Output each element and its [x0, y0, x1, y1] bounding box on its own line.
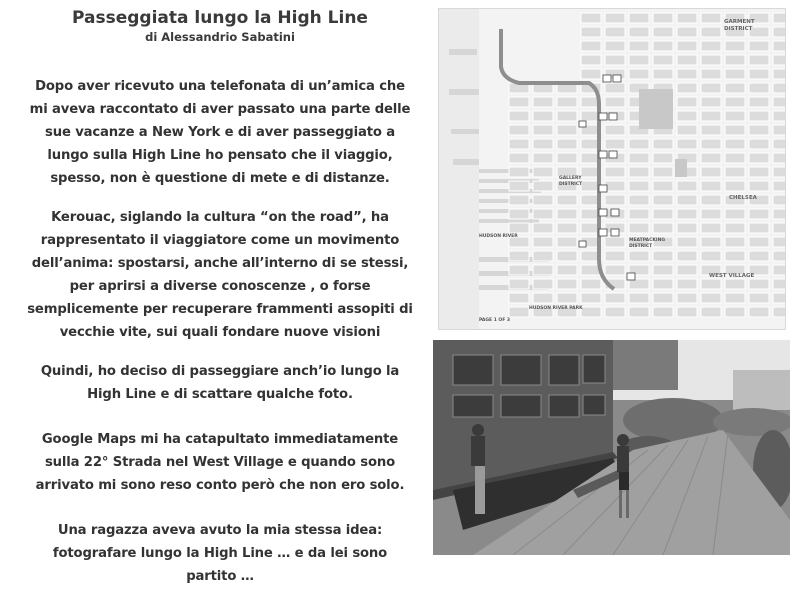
city-block: [653, 265, 673, 275]
city-block: [677, 181, 697, 191]
city-block: [533, 265, 553, 275]
city-block: [677, 237, 697, 247]
map-drawing: [439, 9, 785, 329]
city-block: [725, 209, 745, 219]
city-block: [677, 209, 697, 219]
city-block: [725, 55, 745, 65]
city-block: [749, 97, 769, 107]
city-block: [701, 307, 721, 317]
city-block: [629, 279, 649, 289]
city-block: [533, 293, 553, 303]
city-block: [629, 153, 649, 163]
city-block: [557, 237, 577, 247]
city-block: [701, 41, 721, 51]
city-block: [677, 265, 697, 275]
paragraph-1: Dopo aver ricevuto una telefonata di un’amica che mi aveva raccontato di aver passato una parte delle sue vacanze a New York e di aver passeggiato a lungo sulla High Line ho pensato che il viaggio, spesso, non è questione di mete e di distanze.: [29, 79, 411, 186]
city-block: [629, 307, 649, 317]
city-block: [509, 293, 529, 303]
label-garment-district: GARMENT DISTRICT: [724, 19, 755, 32]
city-block: [653, 41, 673, 51]
city-block: [653, 167, 673, 177]
city-block: [557, 97, 577, 107]
hudson-river-water: [439, 9, 479, 329]
city-block: [605, 97, 625, 107]
paragraph-2: Kerouac, siglando la cultura “on the road”, ha rappresentato il viaggiatore come un movimento dell’anima: spostarsi, anche all’interno di se stessi, per aprirsi a diverse conoscenze , o forse semplicemente per recuperare frammenti assopiti di vecchie vite, sui quali fondare nuove visioni: [27, 210, 413, 340]
city-block: [653, 181, 673, 191]
city-block: [749, 125, 769, 135]
city-block: [533, 97, 553, 107]
city-block: [677, 111, 697, 121]
city-block: [605, 251, 625, 261]
city-block: [509, 125, 529, 135]
city-block: [653, 27, 673, 37]
city-block: [701, 293, 721, 303]
city-block: [701, 13, 721, 23]
city-block: [533, 223, 553, 233]
city-block: [533, 209, 553, 219]
city-block: [677, 139, 697, 149]
city-block: [653, 293, 673, 303]
city-block: [701, 251, 721, 261]
city-block: [677, 307, 697, 317]
city-block: [725, 153, 745, 163]
city-block: [773, 223, 785, 233]
city-block: [749, 139, 769, 149]
city-block: [773, 265, 785, 275]
city-block: [653, 251, 673, 261]
city-block: [653, 307, 673, 317]
city-block: [701, 55, 721, 65]
city-block: [581, 27, 601, 37]
city-block: [605, 181, 625, 191]
city-block: [773, 139, 785, 149]
city-block: [725, 69, 745, 79]
city-block: [605, 13, 625, 23]
city-block: [773, 83, 785, 93]
city-block: [701, 237, 721, 247]
city-block: [581, 279, 601, 289]
city-block: [773, 41, 785, 51]
label-meatpacking: MEATPACKING DISTRICT: [629, 238, 666, 249]
city-block: [725, 111, 745, 121]
city-block: [749, 55, 769, 65]
high-line-photo: [433, 340, 790, 555]
city-block: [773, 251, 785, 261]
city-block: [773, 125, 785, 135]
city-block: [629, 293, 649, 303]
city-block: [533, 181, 553, 191]
city-block: [509, 307, 529, 317]
city-block: [773, 237, 785, 247]
city-block: [653, 55, 673, 65]
city-block: [605, 195, 625, 205]
city-block: [605, 139, 625, 149]
city-block: [725, 293, 745, 303]
city-block: [581, 69, 601, 79]
city-block: [677, 97, 697, 107]
city-block: [509, 97, 529, 107]
city-block: [629, 55, 649, 65]
paragraph-3: Quindi, ho deciso di passeggiare anch’io lungo la High Line e di scattare qualche foto.: [40, 364, 400, 402]
city-block: [581, 293, 601, 303]
city-block: [701, 111, 721, 121]
city-block: [509, 139, 529, 149]
city-block: [629, 69, 649, 79]
city-block: [629, 139, 649, 149]
city-block: [773, 27, 785, 37]
city-block: [509, 279, 529, 289]
city-block: [557, 111, 577, 121]
city-block: [653, 279, 673, 289]
city-block: [773, 195, 785, 205]
city-block: [677, 251, 697, 261]
city-block: [605, 125, 625, 135]
city-block: [701, 69, 721, 79]
city-block: [677, 55, 697, 65]
city-block: [677, 27, 697, 37]
city-block: [629, 223, 649, 233]
city-block: [701, 209, 721, 219]
city-block: [725, 167, 745, 177]
city-block: [749, 111, 769, 121]
city-block: [773, 13, 785, 23]
city-block: [533, 153, 553, 163]
city-block: [605, 27, 625, 37]
map-page-number: PAGE 1 OF 3: [479, 318, 510, 323]
city-block: [653, 153, 673, 163]
city-block: [557, 209, 577, 219]
city-block: [725, 181, 745, 191]
city-block: [773, 279, 785, 289]
city-block: [509, 111, 529, 121]
city-block: [605, 307, 625, 317]
city-block: [725, 97, 745, 107]
city-block: [605, 167, 625, 177]
city-block: [509, 167, 529, 177]
city-blocks: [509, 13, 785, 317]
city-block: [557, 279, 577, 289]
city-block: [653, 139, 673, 149]
city-block: [533, 111, 553, 121]
article-author: di Alessandrio Sabatini: [145, 30, 295, 44]
city-block: [701, 167, 721, 177]
city-block: [557, 139, 577, 149]
city-block: [653, 209, 673, 219]
city-block: [725, 139, 745, 149]
city-block: [749, 181, 769, 191]
label-gallery-district: GALLERY DISTRICT: [559, 176, 583, 187]
city-block: [773, 111, 785, 121]
city-block: [725, 125, 745, 135]
city-block: [533, 139, 553, 149]
city-block: [749, 279, 769, 289]
city-block: [533, 279, 553, 289]
city-block: [581, 41, 601, 51]
label-hudson-river: HUDSON RIVER: [479, 234, 518, 239]
city-block: [701, 195, 721, 205]
city-block: [701, 153, 721, 163]
high-line-map: [438, 8, 786, 330]
city-block: [773, 167, 785, 177]
city-block: [677, 125, 697, 135]
city-block: [773, 69, 785, 79]
city-block: [749, 223, 769, 233]
city-block: [629, 209, 649, 219]
city-block: [557, 251, 577, 261]
city-block: [533, 167, 553, 177]
city-block: [773, 153, 785, 163]
paragraph-4: Google Maps mi ha catapultato immediatamente sulla 22° Strada nel West Village e quando sono arrivato mi sono reso conto però che non ero solo.: [35, 432, 405, 493]
park-area-2: [675, 159, 687, 177]
city-block: [677, 195, 697, 205]
city-block: [701, 223, 721, 233]
city-block: [749, 83, 769, 93]
city-block: [725, 307, 745, 317]
city-block: [701, 279, 721, 289]
city-block: [509, 223, 529, 233]
city-block: [629, 195, 649, 205]
label-hudson-river-park: HUDSON RIVER PARK: [529, 306, 583, 311]
city-block: [749, 251, 769, 261]
city-block: [605, 55, 625, 65]
city-block: [629, 13, 649, 23]
city-block: [677, 293, 697, 303]
city-block: [533, 195, 553, 205]
city-block: [749, 209, 769, 219]
city-block: [749, 293, 769, 303]
city-block: [677, 13, 697, 23]
city-block: [677, 223, 697, 233]
city-block: [701, 139, 721, 149]
city-block: [605, 83, 625, 93]
city-block: [749, 237, 769, 247]
city-block: [509, 265, 529, 275]
city-block: [749, 41, 769, 51]
city-block: [701, 83, 721, 93]
photo-drawing: [433, 340, 790, 555]
city-block: [701, 181, 721, 191]
city-block: [629, 181, 649, 191]
city-block: [557, 125, 577, 135]
city-block: [749, 307, 769, 317]
city-block: [725, 237, 745, 247]
city-block: [773, 55, 785, 65]
city-block: [725, 223, 745, 233]
city-block: [677, 69, 697, 79]
city-block: [509, 251, 529, 261]
city-block: [581, 13, 601, 23]
park-area: [639, 89, 673, 129]
city-block: [629, 27, 649, 37]
city-block: [725, 83, 745, 93]
city-block: [629, 167, 649, 177]
label-chelsea: CHELSEA: [729, 195, 757, 201]
city-block: [773, 209, 785, 219]
city-block: [701, 97, 721, 107]
city-block: [677, 279, 697, 289]
city-block: [557, 195, 577, 205]
city-block: [653, 195, 673, 205]
city-block: [581, 307, 601, 317]
city-block: [533, 237, 553, 247]
city-block: [677, 41, 697, 51]
city-block: [773, 181, 785, 191]
city-block: [629, 41, 649, 51]
city-block: [605, 293, 625, 303]
city-block: [773, 307, 785, 317]
city-block: [725, 41, 745, 51]
city-block: [533, 251, 553, 261]
city-block: [509, 195, 529, 205]
city-block: [629, 251, 649, 261]
city-block: [677, 83, 697, 93]
city-block: [557, 293, 577, 303]
city-block: [509, 209, 529, 219]
city-block: [533, 125, 553, 135]
city-block: [509, 181, 529, 191]
city-block: [749, 69, 769, 79]
city-block: [605, 41, 625, 51]
city-block: [725, 251, 745, 261]
city-block: [749, 153, 769, 163]
city-block: [605, 265, 625, 275]
city-block: [725, 279, 745, 289]
city-block: [653, 13, 673, 23]
city-block: [557, 223, 577, 233]
city-block: [557, 153, 577, 163]
city-block: [773, 97, 785, 107]
article-title: Passeggiata lungo la High Line: [72, 8, 368, 28]
city-block: [653, 223, 673, 233]
city-block: [557, 265, 577, 275]
paragraph-5: Una ragazza aveva avuto la mia stessa idea: fotografare lungo la High Line … e da lei sono partito …: [52, 523, 388, 584]
city-block: [701, 125, 721, 135]
city-block: [509, 153, 529, 163]
label-west-village: WEST VILLAGE: [709, 273, 755, 279]
city-block: [749, 167, 769, 177]
city-block: [653, 69, 673, 79]
city-block: [773, 293, 785, 303]
city-block: [605, 237, 625, 247]
city-block: [581, 55, 601, 65]
city-block: [701, 27, 721, 37]
